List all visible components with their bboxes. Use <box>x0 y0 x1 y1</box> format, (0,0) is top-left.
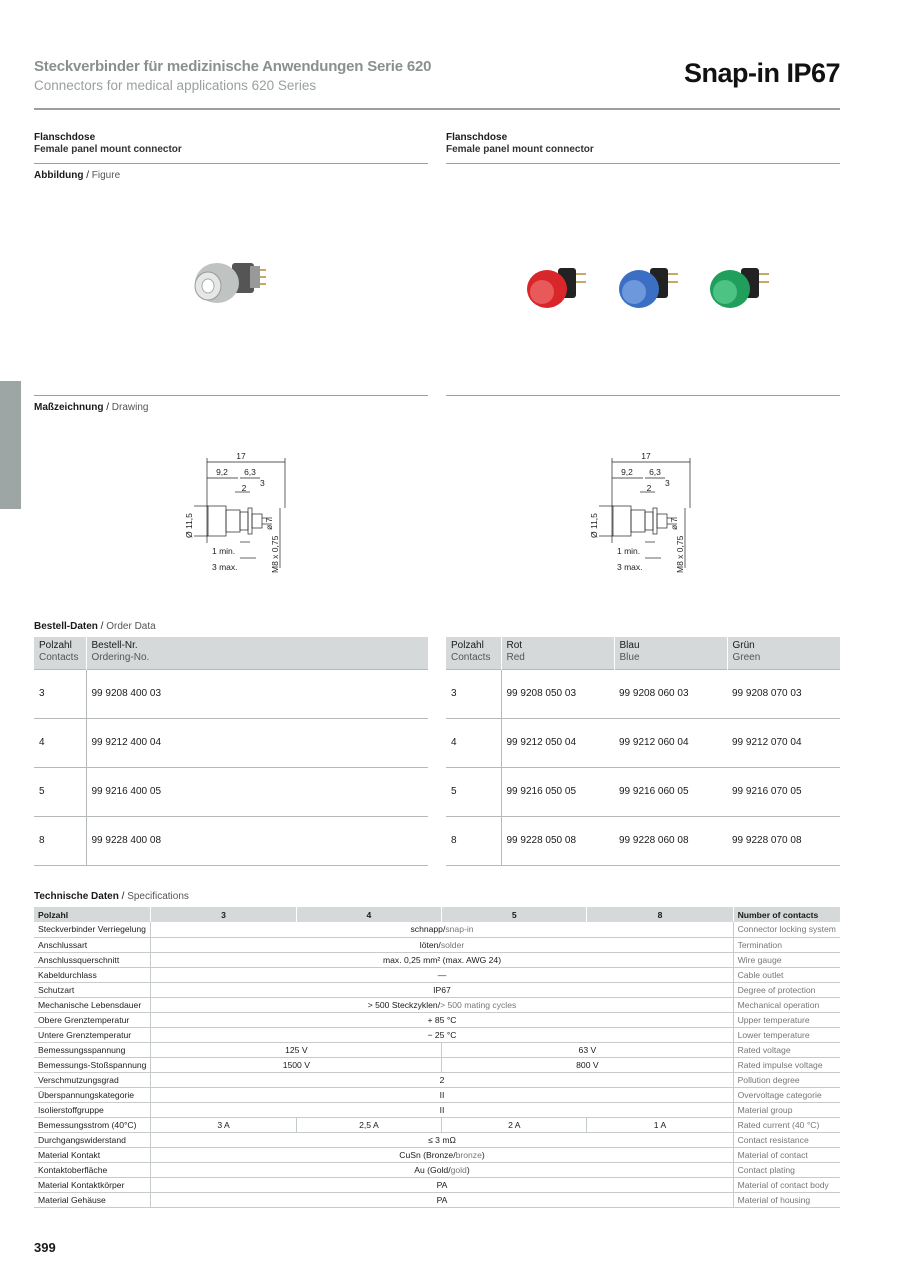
spec-value: löten/solder <box>151 937 733 952</box>
spec-name-en: Cable outlet <box>733 967 840 982</box>
spec-value: > 500 Steckzyklen/> 500 mating cycles <box>151 997 733 1012</box>
col-red: Rot Red <box>501 637 614 669</box>
svg-text:Ø 11,5: Ø 11,5 <box>589 513 599 538</box>
col-contacts: Polzahl Contacts <box>446 637 501 669</box>
spec-name: Material Gehäuse <box>34 1192 151 1207</box>
table-row: 4 99 9212 400 04 <box>34 718 428 767</box>
svg-text:3: 3 <box>260 478 265 488</box>
svg-text:Ø 11,5: Ø 11,5 <box>184 513 194 538</box>
right-heading <box>446 132 840 164</box>
spec-row <box>34 982 840 997</box>
spec-name-en: Material of contact body <box>733 1177 840 1192</box>
svg-text:3 max.: 3 max. <box>617 562 643 572</box>
spec-col-3: 3 <box>151 907 296 922</box>
spec-col-en: Number of contacts <box>733 907 840 922</box>
spec-value: Au (Gold/gold) <box>151 1162 733 1177</box>
spec-col-8: 8 <box>587 907 733 922</box>
spec-row <box>34 1132 840 1147</box>
spec-name: Verschmutzungsgrad <box>34 1072 151 1087</box>
connector-photo-red <box>520 262 600 312</box>
spec-row <box>34 1087 840 1102</box>
spec-table <box>34 907 840 1208</box>
svg-text:ø 7: ø 7 <box>669 517 679 530</box>
spec-name: Kontaktoberfläche <box>34 1162 151 1177</box>
spec-value: 125 V <box>151 1042 442 1057</box>
figure-label: Abbildung / Figure <box>34 170 121 181</box>
spec-name-en: Connector locking system <box>733 922 840 937</box>
spec-row <box>34 1162 840 1177</box>
spec-value: 2,5 A <box>296 1117 442 1132</box>
svg-text:17: 17 <box>641 451 651 461</box>
right-rule <box>446 395 840 396</box>
spec-name: Material Kontaktkörper <box>34 1177 151 1192</box>
spec-name: Steckverbinder Verriegelung <box>34 922 151 937</box>
spec-value: 3 A <box>151 1117 296 1132</box>
spec-name-en: Contact plating <box>733 1162 840 1177</box>
svg-text:3: 3 <box>665 478 670 488</box>
spec-value: 2 <box>151 1072 733 1087</box>
spec-name-en: Lower temperature <box>733 1027 840 1042</box>
spec-name-en: Rated impulse voltage <box>733 1057 840 1072</box>
spec-value: 1500 V <box>151 1057 442 1072</box>
spec-name: Bemessungsspannung <box>34 1042 151 1057</box>
spec-row <box>34 1072 840 1087</box>
table-row: 3 99 9208 050 03 99 9208 060 03 99 9208 070 03 <box>446 669 840 718</box>
spec-name: Kabeldurchlass <box>34 967 151 982</box>
series-title-de: Steckverbinder für medizinische Anwendungen Serie 620 <box>34 58 432 75</box>
spec-name: Mechanische Lebensdauer <box>34 997 151 1012</box>
spec-row <box>34 1177 840 1192</box>
order-data-label: Bestell-Daten / Order Data <box>34 621 156 632</box>
svg-text:ø 7: ø 7 <box>264 517 274 530</box>
spec-value: + 85 °C <box>151 1012 733 1027</box>
page-header <box>34 58 840 110</box>
table-row: 8 99 9228 400 08 <box>34 816 428 865</box>
spec-value: IP67 <box>151 982 733 997</box>
spec-row <box>34 1057 840 1072</box>
svg-text:3 max.: 3 max. <box>212 562 238 572</box>
spec-name: Anschlussart <box>34 937 151 952</box>
table-row: 8 99 9228 050 08 99 9228 060 08 99 9228 070 08 <box>446 816 840 865</box>
spec-name: Obere Grenztemperatur <box>34 1012 151 1027</box>
spec-row <box>34 1027 840 1042</box>
spec-value: — <box>151 967 733 982</box>
spec-value: PA <box>151 1177 733 1192</box>
left-rule <box>34 395 428 396</box>
svg-text:1 min.: 1 min. <box>617 546 641 556</box>
order-table-left <box>34 637 428 866</box>
svg-text:2: 2 <box>646 483 652 493</box>
spec-name-en: Upper temperature <box>733 1012 840 1027</box>
dimension-drawing-right <box>585 448 705 578</box>
connector-photo-gray <box>180 250 270 320</box>
spec-label: Technische Daten / Specifications <box>34 891 189 902</box>
spec-value: 2 A <box>442 1117 587 1132</box>
order-table-right <box>446 637 840 866</box>
spec-name: Überspannungskategorie <box>34 1087 151 1102</box>
spec-name: Bemessungs-Stoßspannung <box>34 1057 151 1072</box>
spec-name-en: Mechanical operation <box>733 997 840 1012</box>
col-contacts: Polzahl Contacts <box>34 637 86 669</box>
spec-value: PA <box>151 1192 733 1207</box>
spec-name-en: Overvoltage categorie <box>733 1087 840 1102</box>
dimension-drawing-left <box>180 448 300 578</box>
spec-row <box>34 1192 840 1207</box>
spec-name-en: Pollution degree <box>733 1072 840 1087</box>
section-tab <box>0 381 21 509</box>
spec-row <box>34 1117 840 1132</box>
spec-name: Material Kontakt <box>34 1147 151 1162</box>
spec-col-5: 5 <box>442 907 587 922</box>
spec-value: max. 0,25 mm² (max. AWG 24) <box>151 952 733 967</box>
spec-col-4: 4 <box>296 907 442 922</box>
spec-col-name: Polzahl <box>34 907 151 922</box>
spec-row <box>34 937 840 952</box>
spec-name: Isolierstoffgruppe <box>34 1102 151 1117</box>
svg-text:1 min.: 1 min. <box>212 546 236 556</box>
table-row: 5 99 9216 400 05 <box>34 767 428 816</box>
spec-name: Schutzart <box>34 982 151 997</box>
spec-row <box>34 1012 840 1027</box>
product-title: Snap-in IP67 <box>683 58 840 88</box>
spec-name: Untere Grenztemperatur <box>34 1027 151 1042</box>
spec-name: Bemessungsstrom (40°C) <box>34 1117 151 1132</box>
spec-name-en: Material of housing <box>733 1192 840 1207</box>
table-row: 3 99 9208 400 03 <box>34 669 428 718</box>
svg-text:6,3: 6,3 <box>244 467 256 477</box>
spec-value: schnapp/snap-in <box>151 922 733 937</box>
spec-name-en: Material group <box>733 1102 840 1117</box>
page-number: 399 <box>34 1240 56 1255</box>
series-title-en: Connectors for medical applications 620 Series <box>34 78 317 93</box>
spec-name-en: Degree of protection <box>733 982 840 997</box>
svg-text:2: 2 <box>241 483 247 493</box>
svg-text:M8 x 0,75: M8 x 0,75 <box>675 535 685 573</box>
spec-name-en: Material of contact <box>733 1147 840 1162</box>
right-heading-de: Flanschdose <box>446 132 508 143</box>
spec-row <box>34 1147 840 1162</box>
spec-row <box>34 922 840 937</box>
col-ordering-no: Bestell-Nr. Ordering-No. <box>86 637 428 669</box>
spec-row <box>34 1042 840 1057</box>
spec-name-en: Rated voltage <box>733 1042 840 1057</box>
spec-row <box>34 1102 840 1117</box>
spec-row <box>34 952 840 967</box>
spec-value: 800 V <box>442 1057 733 1072</box>
connector-photo-green <box>703 262 783 312</box>
spec-name-en: Termination <box>733 937 840 952</box>
spec-value: 1 A <box>587 1117 733 1132</box>
spec-row <box>34 997 840 1012</box>
spec-name-en: Contact resistance <box>733 1132 840 1147</box>
spec-value: ≤ 3 mΩ <box>151 1132 733 1147</box>
spec-value: CuSn (Bronze/bronze) <box>151 1147 733 1162</box>
svg-text:M8 x 0,75: M8 x 0,75 <box>270 535 280 573</box>
connector-photo-blue <box>612 262 692 312</box>
spec-value: II <box>151 1102 733 1117</box>
spec-name-en: Wire gauge <box>733 952 840 967</box>
table-row: 5 99 9216 050 05 99 9216 060 05 99 9216 070 05 <box>446 767 840 816</box>
spec-value: 63 V <box>442 1042 733 1057</box>
col-blue: Blau Blue <box>614 637 727 669</box>
spec-name: Anschlussquerschnitt <box>34 952 151 967</box>
left-heading-de: Flanschdose <box>34 132 96 143</box>
left-heading <box>34 132 428 181</box>
svg-text:9,2: 9,2 <box>216 467 228 477</box>
spec-row <box>34 967 840 982</box>
spec-name: Durchgangswiderstand <box>34 1132 151 1147</box>
svg-text:6,3: 6,3 <box>649 467 661 477</box>
spec-name-en: Rated current (40 °C) <box>733 1117 840 1132</box>
left-heading-en: Female panel mount connector <box>34 144 182 155</box>
svg-text:9,2: 9,2 <box>621 467 633 477</box>
spec-value: II <box>151 1087 733 1102</box>
drawing-label: Maßzeichnung / Drawing <box>34 402 149 413</box>
svg-text:17: 17 <box>236 451 246 461</box>
spec-value: − 25 °C <box>151 1027 733 1042</box>
table-row: 4 99 9212 050 04 99 9212 060 04 99 9212 070 04 <box>446 718 840 767</box>
col-green: Grün Green <box>727 637 840 669</box>
right-heading-en: Female panel mount connector <box>446 144 594 155</box>
